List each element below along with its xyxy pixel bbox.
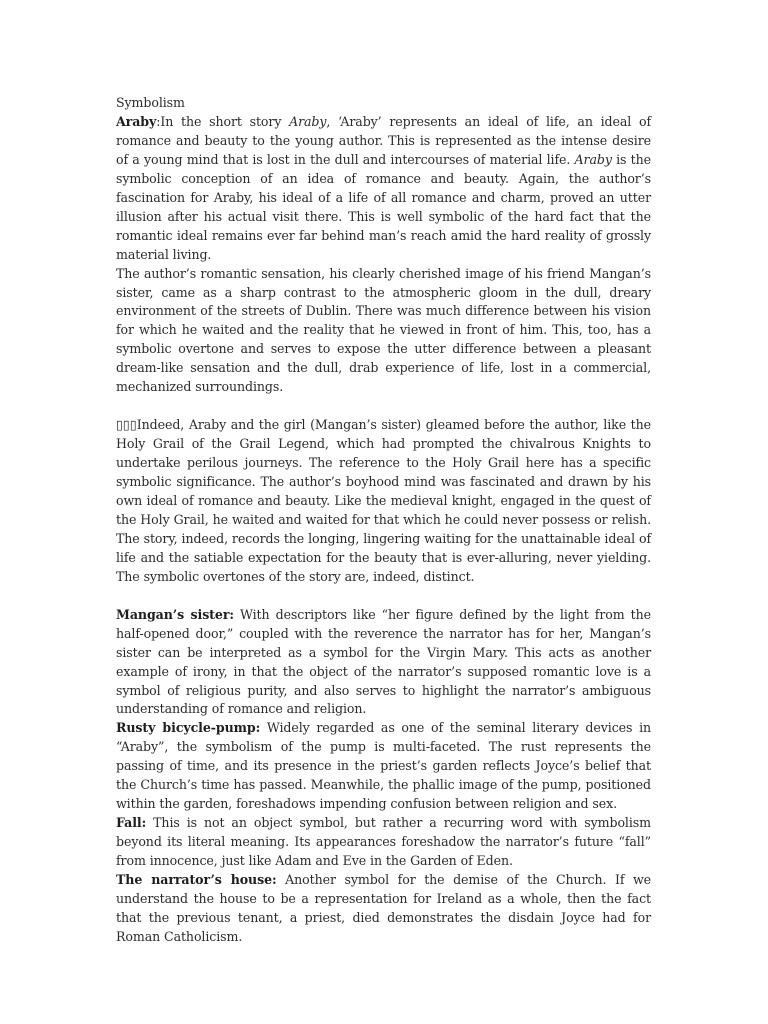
symbol-text: Another symbol for the demise of the Church. If we understand the house to be a representation for Ireland as a whole, then the fact that the previous tenant, a priest, died demonstrates the disdain Joyce had for Roman Catholicism. [116, 872, 651, 944]
story-title: Araby [574, 151, 612, 167]
section-heading: Symbolism [116, 95, 185, 110]
symbol-label: Mangan’s sister: [116, 606, 234, 622]
symbol-text: This is not an object symbol, but rather a recurring word with symbolism beyond its literal meaning. Its appearances foreshadow the narrator’s future “fall” from innocence, just like Adam and Eve in the Garden of Eden. [116, 815, 651, 869]
symbol-narrators-house [116, 871, 651, 947]
symbol-label: Rusty bicycle-pump: [116, 720, 261, 736]
symbol-label: Fall: [116, 815, 147, 831]
paragraph-gap [116, 397, 651, 416]
story-title: Araby [289, 113, 327, 129]
symbol-text: With descriptors like “her figure defined by the light from the half-opened door,” coupled with the reverence the narrator has for her, Mangan’s sister can be interpreted as a symbol for the Virgin Mary. This acts as another example of irony, in that the object of the narrator’s supposed romantic love is a symbol of religious purity, and also serves to highlight the narrator’s ambiguous understanding of romance and religion. [116, 606, 651, 717]
holy-grail-text: Indeed, Araby and the girl (Mangan’s sister) gleamed before the author, like the Holy Grail of the Grail Legend, which had prompted the chivalrous Knights to undertake perilous journeys. The reference to the Holy Grail here has a specific symbolic significance. The author’s boyhood mind was fascinated and drawn by his own ideal of romance and beauty. Like the medieval knight, engaged in the quest of the Holy Grail, he waited and waited for that which he could never possess or relish. The story, indeed, records the longing, lingering waiting for the unattainable ideal of life and the satiable expectation for the beauty that is ever-alluring, never yielding. The symbolic overtones of the story are, indeed, distinct. [116, 417, 651, 584]
araby-text-1: :In the short story [156, 113, 290, 129]
holy-grail-paragraph [116, 416, 651, 587]
symbol-text: Widely regarded as one of the seminal literary devices in “Araby”, the symbolism of the pump is multi-faceted. The rust represents the passing of time, and its presence in the priest’s garden reflects Joyce’s belief that the Church’s time has passed. Meanwhile, the phallic image of the pump, positioned within the garden, foreshadows impending confusion between religion and sex. [116, 720, 652, 812]
symbol-bicycle-pump [116, 719, 651, 814]
paragraph-gap [116, 587, 651, 606]
araby-label: Araby [116, 113, 157, 129]
document-page [116, 94, 651, 947]
symbol-fall [116, 814, 651, 871]
araby-text-3: is the symbolic conception of an idea of romance and beauty. Again, the author’s fascination for Araby, his ideal of a life of all romance and charm, proved an utter illusion after his actual visit there. This is well symbolic of the hard fact that the romantic ideal remains ever far behind man’s reach amid the hard reality of grossly material living. [116, 151, 651, 262]
missing-glyph-marks: ▯▯▯ [116, 417, 137, 433]
symbol-label: The narrator’s house: [116, 872, 277, 888]
araby-paragraph [116, 113, 651, 265]
romantic-sensation-paragraph: The author’s romantic sensation, his clearly cherished image of his friend Mangan’s sister, came as a sharp contrast to the atmospheric gloom in the dull, dreary environment of the streets of Dublin. There was much difference between his vision for which he waited and the reality that he viewed in front of him. This, too, has a symbolic overtone and serves to expose the utter difference between a pleasant dream-like sensation and the dull, drab experience of life, lost in a commercial, mechanized surroundings. [116, 265, 651, 395]
araby-text-2: , ‘Araby’ represents an ideal of life, an ideal of romance and beauty to the young author. This is represented as the intense desire of a young mind that is lost in the dull and intercourses of material life. [116, 113, 652, 167]
symbol-mangans-sister [116, 606, 651, 720]
